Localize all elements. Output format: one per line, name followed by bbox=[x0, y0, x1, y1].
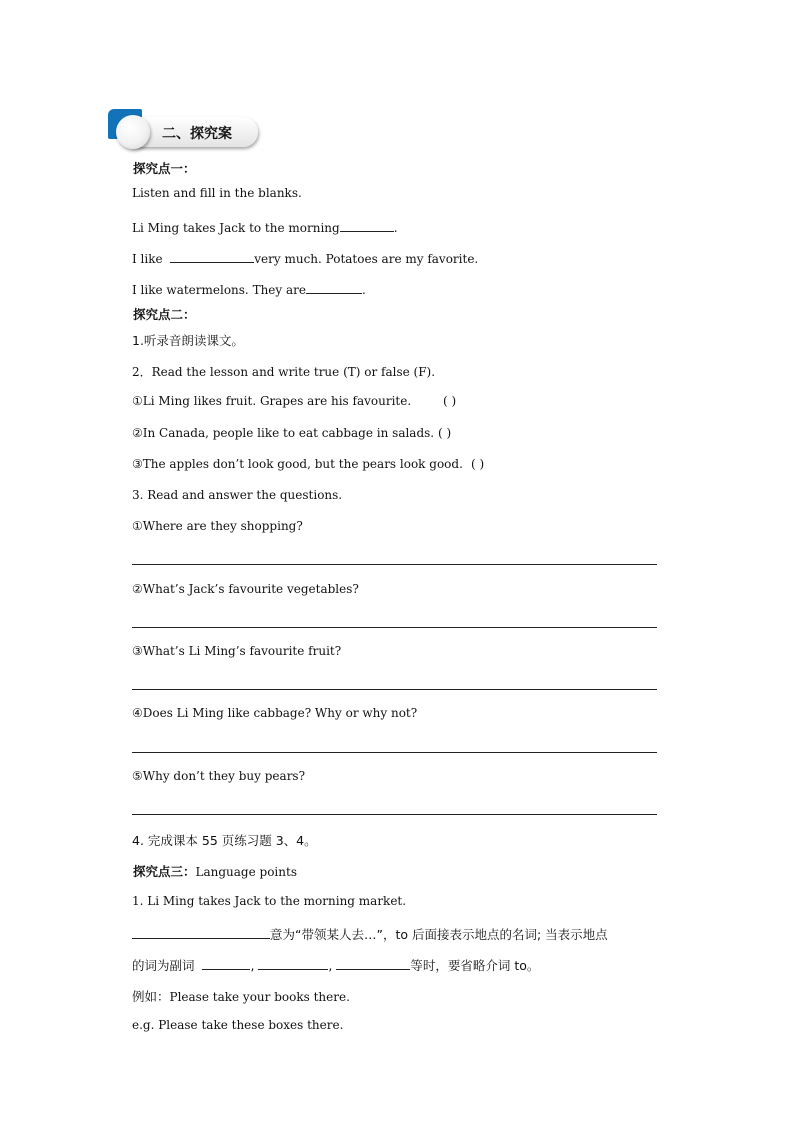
point1-instruction: Listen and fill in the blanks. bbox=[132, 186, 302, 200]
note-blank-1[interactable] bbox=[132, 925, 270, 939]
point1-sentence-1 bbox=[132, 218, 398, 235]
point1-sentence-2 bbox=[132, 249, 478, 266]
point3-heading: 探究点三： bbox=[133, 864, 196, 879]
sentence-1-text: Li Ming takes Jack to the morning bbox=[132, 221, 340, 235]
sentence-2-text: I like bbox=[132, 252, 163, 266]
question-5: ⑤Why don’t they buy pears? bbox=[132, 769, 306, 783]
note-blank-2[interactable] bbox=[202, 956, 250, 970]
example-label: 例如： bbox=[132, 989, 170, 1004]
answer-line-3[interactable] bbox=[132, 689, 657, 690]
section-header-badge bbox=[108, 109, 260, 151]
badge-circle-icon bbox=[116, 115, 150, 149]
note-blank-4[interactable] bbox=[336, 956, 410, 970]
point3-heading-en: Language points bbox=[195, 865, 297, 879]
point2-heading: 探究点二： bbox=[133, 307, 196, 322]
point1-sentence-3 bbox=[132, 280, 366, 297]
tf-answer-2[interactable]: ( ) bbox=[438, 426, 452, 440]
question-4: ④Does Li Ming like cabbage? Why or why not? bbox=[132, 706, 418, 720]
answer-line-4[interactable] bbox=[132, 752, 657, 753]
point2-task-3: 3. Read and answer the questions. bbox=[132, 488, 343, 502]
question-2: ②What’s Jack’s favourite vegetables? bbox=[132, 582, 359, 596]
note-line-1-text: 意为“带领某人去…”，to 后面接表示地点的名词; 当表示地点 bbox=[270, 927, 608, 942]
point1-heading: 探究点一： bbox=[133, 161, 196, 176]
note-line-2-text: 的词为副词 bbox=[132, 958, 195, 973]
tf-item-3: ③The apples don’t look good, but the pears look good. bbox=[132, 457, 463, 471]
point3-heading-row bbox=[133, 862, 297, 880]
note-line-2-end: 等时，要省略介词 to。 bbox=[410, 958, 540, 973]
point3-example-2: e.g. Please take these boxes there. bbox=[132, 1018, 344, 1032]
sentence-3-end: . bbox=[361, 283, 366, 297]
point3-note-line-2: 的词为副词 , , 等时，要省略介词 to。 bbox=[132, 958, 540, 973]
point2-task-2: 2．Read the lesson and write true (T) or false (F). bbox=[132, 365, 436, 379]
tf-answer-3[interactable]: ( ) bbox=[471, 457, 485, 471]
blank-3[interactable] bbox=[306, 280, 362, 294]
section-title: 二、探究案 bbox=[162, 126, 232, 142]
question-3: ③What’s Li Ming’s favourite fruit? bbox=[132, 644, 342, 658]
point3-item-1: 1. Li Ming takes Jack to the morning market. bbox=[132, 894, 407, 908]
point3-note-line-1 bbox=[132, 925, 608, 943]
blank-1[interactable] bbox=[340, 218, 394, 232]
point2-task-1: 1.听录音朗读课文。 bbox=[132, 333, 244, 348]
point3-example-1 bbox=[132, 987, 350, 1005]
question-1: ①Where are they shopping? bbox=[132, 519, 303, 533]
tf-item-2: ②In Canada, people like to eat cabbage in salads. bbox=[132, 426, 435, 440]
point2-task-4: 4. 完成课本 55 页练习题 3、4。 bbox=[132, 833, 317, 848]
answer-line-2[interactable] bbox=[132, 627, 657, 628]
answer-line-5[interactable] bbox=[132, 814, 657, 815]
sentence-2-end: very much. Potatoes are my favorite. bbox=[254, 252, 479, 266]
example-1-text: Please take your books there. bbox=[169, 990, 350, 1004]
answer-line-1[interactable] bbox=[132, 564, 657, 565]
note-blank-3[interactable] bbox=[258, 956, 328, 970]
tf-answer-1[interactable]: ( ) bbox=[443, 394, 457, 408]
sentence-3-text: I like watermelons. They are bbox=[132, 283, 306, 297]
sentence-1-end: . bbox=[393, 221, 398, 235]
tf-item-1: ①Li Ming likes fruit. Grapes are his favourite. bbox=[132, 394, 412, 408]
blank-2[interactable] bbox=[170, 249, 254, 263]
